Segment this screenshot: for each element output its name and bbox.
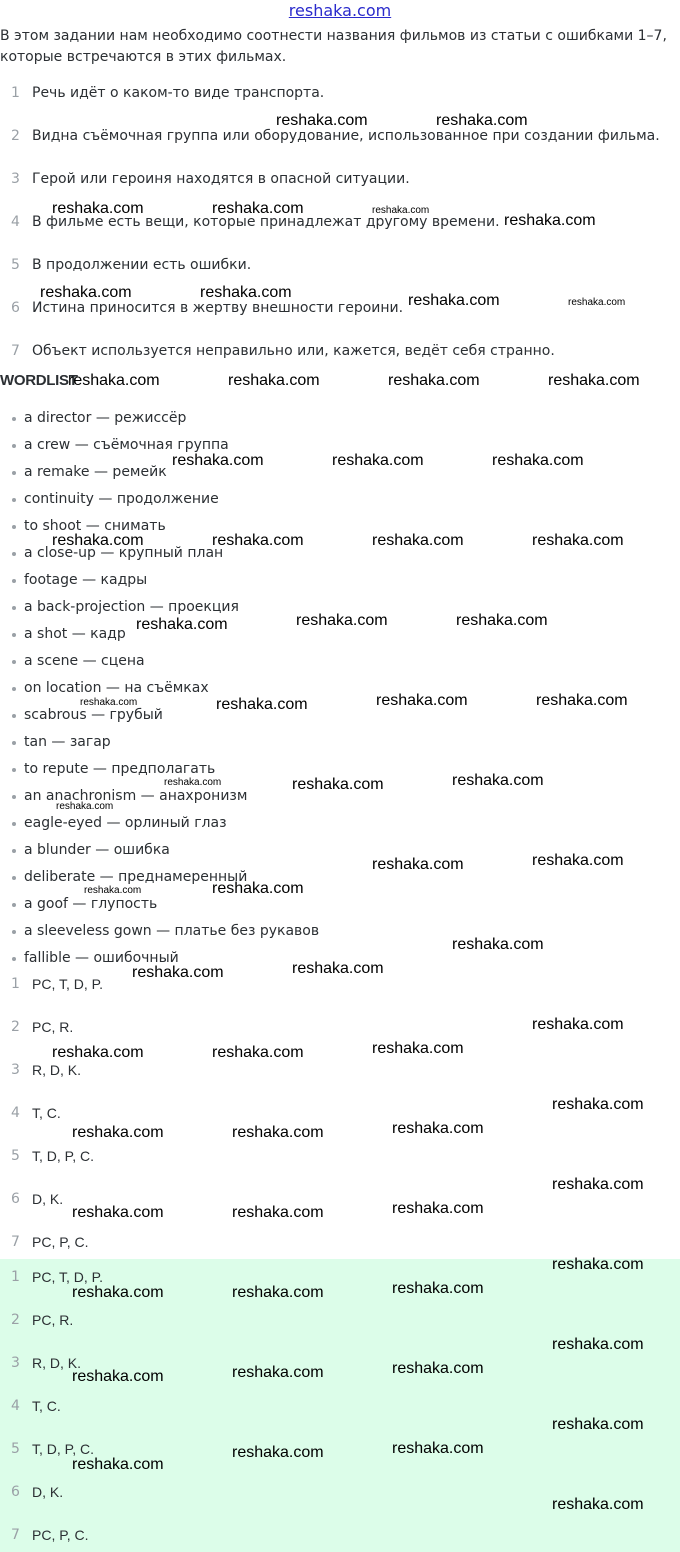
question-number: 7 [11,343,20,359]
wordlist-text: a crew — съёмочная группа [24,437,229,453]
bullet-icon [12,741,16,745]
answer-number: 6 [11,1191,20,1207]
question-item [0,254,680,276]
answer-text: T, C. [32,1398,61,1414]
watermark: reshaka.com [52,200,144,217]
wordlist-item [0,650,680,672]
question-item [0,82,680,104]
watermark: reshaka.com [200,284,292,301]
watermark: reshaka.com [392,1280,484,1297]
watermark: reshaka.com [532,532,624,549]
watermark: reshaka.com [552,1256,644,1273]
wordlist-text: a shot — кадр [24,626,126,642]
site-link[interactable]: reshaka.com [288,1,392,20]
bullet-icon [12,660,16,664]
question-item [0,340,680,362]
watermark: reshaka.com [552,1096,644,1113]
answer-number: 5 [11,1148,20,1164]
watermark: reshaka.com [552,1336,644,1353]
wordlist-text: to shoot — снимать [24,518,166,534]
watermark: reshaka.com [136,616,228,633]
watermark: reshaka.com [40,284,132,301]
question-text: Речь идёт о каком-то виде транспорта. [32,85,325,101]
watermark: reshaka.com [56,801,114,812]
watermark: reshaka.com [296,612,388,629]
watermark: reshaka.com [548,372,640,389]
watermark: reshaka.com [532,852,624,869]
watermark: reshaka.com [452,936,544,953]
question-number: 6 [11,300,20,316]
bullet-icon [12,579,16,583]
watermark: reshaka.com [392,1440,484,1457]
bullet-icon [12,714,16,718]
answer-text: T, C. [32,1105,61,1121]
answer-number: 7 [11,1234,20,1250]
answer-item [0,1309,680,1331]
wordlist-item [0,731,680,753]
answer-number: 5 [11,1441,20,1457]
wordlist-text: a remake — ремейк [24,464,167,480]
wordlist-text: an anachronism — анахронизм [24,788,248,804]
watermark: reshaka.com [436,112,528,129]
watermark: reshaka.com [492,452,584,469]
watermark: reshaka.com [504,212,596,229]
answer-number: 1 [11,976,20,992]
watermark: reshaka.com [216,696,308,713]
bullet-icon [12,768,16,772]
question-number: 3 [11,171,20,187]
intro-text: В этом задании нам необходимо соотнести названия фильмов из статьи с ошибками 1–7, которые встречаются в этих фильмах. [0,28,667,65]
watermark: reshaka.com [392,1120,484,1137]
wordlist-text: a director — режиссёр [24,410,187,426]
watermark: reshaka.com [232,1444,324,1461]
watermark: reshaka.com [228,372,320,389]
wordlist-text: fallible — ошибочный [24,950,179,966]
watermark: reshaka.com [456,612,548,629]
answer-text: T, D, P, C. [32,1441,94,1457]
question-text: Видна съёмочная группа или оборудование, использованное при создании фильма. [32,128,660,144]
answer-number: 2 [11,1312,20,1328]
bullet-icon [12,957,16,961]
answer-number: 3 [11,1355,20,1371]
answer-item [0,1059,680,1081]
watermark: reshaka.com [372,205,430,216]
wordlist-text: a close-up — крупный план [24,545,224,561]
question-text: В фильме есть вещи, которые принадлежат другому времени. [32,214,500,230]
watermark: reshaka.com [80,697,138,708]
bullet-icon [12,525,16,529]
answer-text: PC, T, D, P. [32,1269,104,1285]
bullet-icon [12,417,16,421]
watermark: reshaka.com [392,1360,484,1377]
watermark: reshaka.com [68,372,160,389]
wordlist-text: scabrous — грубый [24,707,163,723]
wordlist-text: deliberate — преднамеренный [24,869,248,885]
watermark: reshaka.com [84,885,142,896]
watermark: reshaka.com [212,880,304,897]
watermark: reshaka.com [568,297,626,308]
watermark: reshaka.com [232,1204,324,1221]
wordlist-item [0,920,680,942]
question-text: В продолжении есть ошибки. [32,257,252,273]
answer-text: PC, R. [32,1019,74,1035]
watermark: reshaka.com [388,372,480,389]
watermark: reshaka.com [536,692,628,709]
watermark: reshaka.com [392,1200,484,1217]
watermark: reshaka.com [72,1368,164,1385]
wordlist-text: eagle-eyed — орлиный глаз [24,815,227,831]
wordlist-item [0,488,680,510]
watermark: reshaka.com [164,777,222,788]
answer-item [0,1395,680,1417]
watermark: reshaka.com [172,452,264,469]
answer-item [0,1145,680,1167]
bullet-icon [12,552,16,556]
answer-number: 7 [11,1527,20,1543]
watermark: reshaka.com [452,772,544,789]
wordlist-text: a scene — сцена [24,653,145,669]
watermark: reshaka.com [212,200,304,217]
wordlist-text: a blunder — ошибка [24,842,170,858]
answer-text: T, D, P, C. [32,1148,94,1164]
watermark: reshaka.com [372,1040,464,1057]
answer-number: 6 [11,1484,20,1500]
wordlist-text: to repute — предполагать [24,761,216,777]
watermark: reshaka.com [72,1284,164,1301]
bullet-icon [12,606,16,610]
answer-text: PC, R. [32,1312,74,1328]
answer-text: D, K. [32,1191,64,1207]
bullet-icon [12,687,16,691]
wordlist-text: footage — кадры [24,572,148,588]
bullet-icon [12,930,16,934]
bullet-icon [12,498,16,502]
watermark: reshaka.com [52,532,144,549]
bullet-icon [12,849,16,853]
watermark: reshaka.com [532,1016,624,1033]
wordlist-text: a back-projection — проекция [24,599,239,615]
watermark: reshaka.com [552,1416,644,1433]
wordlist-text: a goof — глупость [24,896,158,912]
watermark: reshaka.com [332,452,424,469]
watermark: reshaka.com [276,112,368,129]
answer-number: 2 [11,1019,20,1035]
answer-text: D, K. [32,1484,64,1500]
watermark: reshaka.com [408,292,500,309]
wordlist-text: a sleeveless gown — платье без рукавов [24,923,320,939]
watermark: reshaka.com [292,776,384,793]
watermark: reshaka.com [232,1124,324,1141]
question-text: Истина приносится в жертву внешности героини. [32,300,404,316]
question-item [0,168,680,190]
question-number: 1 [11,85,20,101]
wordlist-text: tan — загар [24,734,111,750]
answer-number: 3 [11,1062,20,1078]
bullet-icon [12,795,16,799]
wordlist-text: on location — на съёмках [24,680,209,696]
watermark: reshaka.com [552,1496,644,1513]
watermark: reshaka.com [72,1124,164,1141]
answer-text: R, D, K. [32,1355,82,1371]
answer-number: 4 [11,1398,20,1414]
watermark: reshaka.com [552,1176,644,1193]
watermark: reshaka.com [132,964,224,981]
question-text: Герой или героиня находятся в опасной ситуации. [32,171,410,187]
watermark: reshaka.com [212,532,304,549]
watermark: reshaka.com [52,1044,144,1061]
answer-item [0,1524,680,1546]
watermark: reshaka.com [212,1044,304,1061]
answer-text: PC, P, C. [32,1234,89,1250]
bullet-icon [12,876,16,880]
answer-text: PC, P, C. [32,1527,89,1543]
watermark: reshaka.com [372,532,464,549]
bullet-icon [12,444,16,448]
bullet-icon [12,903,16,907]
watermark: reshaka.com [72,1204,164,1221]
answer-number: 4 [11,1105,20,1121]
watermark: reshaka.com [292,960,384,977]
watermark: reshaka.com [372,856,464,873]
bullet-icon [12,633,16,637]
question-text: Объект используется неправильно или, кажется, ведёт себя странно. [32,343,555,359]
bullet-icon [12,822,16,826]
wordlist-item [0,407,680,429]
answer-text: PC, T, D, P. [32,976,104,992]
watermark: reshaka.com [232,1284,324,1301]
question-number: 4 [11,214,20,230]
answer-text: R, D, K. [32,1062,82,1078]
watermark: reshaka.com [72,1456,164,1473]
wordlist-title: WORDLIST [0,372,78,389]
wordlist-item [0,569,680,591]
question-number: 5 [11,257,20,273]
bullet-icon [12,471,16,475]
wordlist-text: continuity — продолжение [24,491,219,507]
watermark: reshaka.com [376,692,468,709]
answer-item [0,1231,680,1253]
watermark: reshaka.com [232,1364,324,1381]
answer-number: 1 [11,1269,20,1285]
question-number: 2 [11,128,20,144]
wordlist-item [0,812,680,834]
